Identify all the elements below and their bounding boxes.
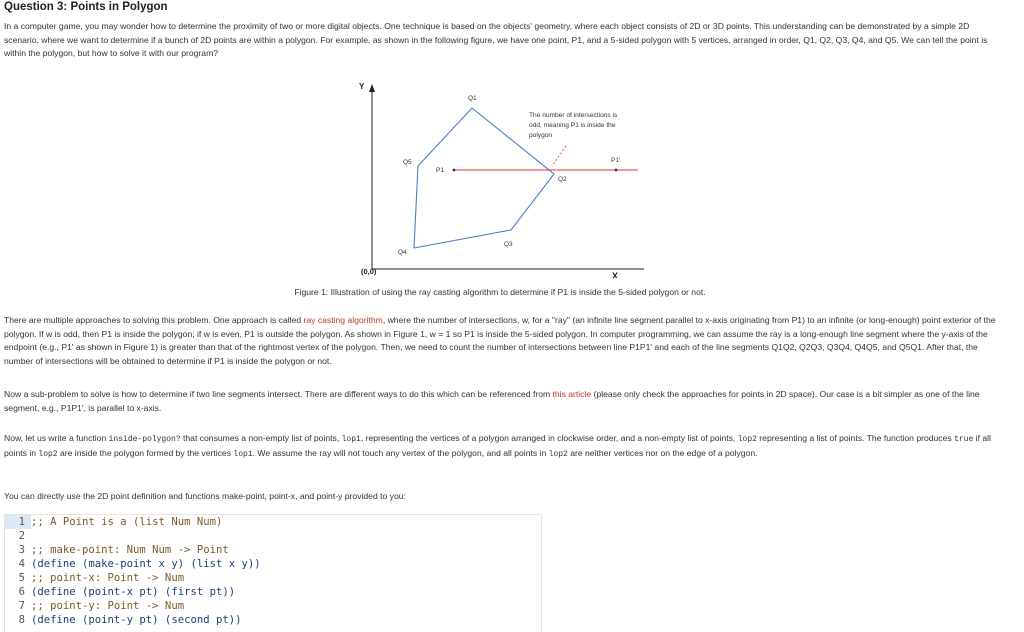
line-number: 8 — [18, 614, 25, 626]
code-line — [5, 613, 541, 627]
code-text: ;; point-y: Point -> Num — [31, 600, 185, 612]
origin-label: (0,0) — [361, 267, 377, 276]
para3-text-a: Now a sub-problem to solve is how to determine if two line segments intersect. There are different ways to do this which can be referenced from — [4, 389, 553, 399]
ray-casting-paragraph — [4, 314, 1004, 368]
lop2-code: lop2 — [737, 435, 757, 444]
provided-functions-paragraph: You can directly use the 2D point definition and functions make-point, point-x, and point-y provided to you: — [4, 491, 406, 501]
p1-prime-label: P1' — [611, 157, 621, 164]
line-number: 3 — [18, 544, 25, 556]
code-line — [5, 543, 541, 557]
para4-text-d: representing a list of points. The function produces — [756, 433, 955, 443]
sub-problem-paragraph — [4, 388, 1004, 415]
para4-text-b: that consumes a non-empty list of points, — [180, 433, 342, 443]
figure-caption: Figure 1: Illustration of using the ray casting algorithm to determine if P1 is inside the 5-sided polygon or not. — [294, 287, 706, 297]
annotation-line-2: odd, meaning P1 is inside the — [529, 122, 616, 129]
line-number: 6 — [18, 586, 25, 598]
intro-paragraph: In a computer game, you may wonder how to determine the proximity of two or more digital objects. One technique is based on the objects' geometry, where each object consists of 2D or 3D points. This understanding can be demonstrated by a simple 2D scenario, where we want to determine if a bunch of 2D points are within a polygon. For example, as shown in the following figure, we have one point, P1, and a 5-sided polygon with 5 vertices, arranged in order, Q1, Q2, Q3, Q4, and Q5. We can tell the point is within the polygon, but how to solve it with our program? — [4, 21, 988, 59]
code-line — [5, 529, 541, 543]
q1-label: Q1 — [468, 95, 477, 102]
ray-casting-figure — [348, 80, 648, 278]
code-line — [5, 515, 541, 529]
ray-casting-link[interactable]: ray casting algorithm — [303, 315, 383, 325]
q4-label: Q4 — [398, 249, 407, 256]
line-number: 1 — [5, 515, 31, 529]
p1-label: P1 — [436, 167, 444, 174]
code-text: ;; A Point is a (list Num Num) — [31, 516, 223, 528]
x-axis-label: X — [612, 271, 619, 278]
para4-text-f: are inside the polygon formed by the vertices — [57, 447, 234, 458]
annotation-line-3: polygon — [529, 132, 553, 139]
lop1-code: lop1 — [341, 435, 361, 444]
pentagon-polygon — [414, 108, 554, 248]
code-line — [5, 585, 541, 599]
para4-text-e: if all points in — [4, 433, 991, 458]
code-line — [5, 599, 541, 613]
para2-text-a: There are multiple approaches to solving this problem. One approach is called — [4, 315, 304, 325]
code-text: ;; point-x: Point -> Num — [31, 572, 185, 584]
q3-label: Q3 — [504, 241, 513, 248]
p1-prime-point — [615, 169, 618, 172]
inside-polygon-code: inside-polygon? — [108, 435, 181, 444]
question-heading: Question 3: Points in Polygon — [4, 1, 168, 13]
q5-label: Q5 — [403, 159, 412, 166]
code-text: ;; make-point: Num Num -> Point — [31, 544, 229, 556]
para4-text-c: , representing the vertices of a polygon arranged in clockwise order, and a non-empty list of points, — [360, 433, 738, 443]
annotation-line-1: The number of intersections is — [529, 112, 618, 119]
article-link[interactable]: this article — [552, 389, 592, 399]
y-axis-arrow — [369, 84, 375, 92]
line-number: 4 — [18, 558, 25, 570]
code-line — [5, 557, 541, 571]
para4-text-h: are neither vertices nor on the edge of a polygon. — [567, 447, 758, 458]
line-number: 5 — [18, 572, 25, 584]
q2-label: Q2 — [558, 176, 567, 183]
true-code: true — [954, 435, 974, 444]
code-text: (define (point-y pt) (second pt)) — [31, 614, 242, 626]
code-editor[interactable] — [4, 514, 542, 632]
code-text: (define (point-x pt) (first pt)) — [31, 586, 236, 598]
code-line — [5, 571, 541, 585]
annotation-pointer — [552, 146, 566, 166]
lop1-code-2: lop1 — [233, 449, 253, 459]
line-number: 2 — [18, 530, 25, 542]
lop2-code-2: lop2 — [38, 449, 58, 459]
y-axis-label: Y — [359, 82, 365, 91]
para3-text-b: (please only check the approaches for points in 2D space). Our case is a bit simpler as one of the line segment, e.g., P1P1', is parallel to x-axis. — [4, 389, 980, 413]
code-text: (define (make-point x y) (list x y)) — [31, 558, 261, 570]
para2-text-b: , where the number of intersections, w, for a "ray" (an infinite line segment parallel to x-axis originating from P1) to an infinite (or long-enough) point exterior of the polygon. If w is odd, then P1 is inside the polygon; if w is even, P1 is outside the polygon. As shown in Figure 1, w = 1 so P1 is inside the 5-sided polygon. In computer programming, we can assume the ray is a long-enough line segment where the y-axis of the endpoint (e.g., P1' as shown in Figure 1) is greater than that of the rightmost vertex of the polygon. Then, we need to count the number of intersections between line P1P1' and each of the line segments Q1Q2, Q2Q3, Q3Q4, Q4Q5, and Q5Q1. After that, the number of intersections will be obtained to determine if P1 is inside the polygon or not. — [4, 315, 996, 366]
para4-text-g: . We assume the ray will not touch any vertex of the polygon, and all points in — [252, 447, 549, 458]
p1-point — [453, 169, 456, 172]
para4-text-a: Now, let us write a function — [4, 433, 109, 443]
line-number: 7 — [18, 600, 25, 612]
lop2-code-3: lop2 — [548, 449, 568, 459]
function-description-paragraph — [4, 432, 1004, 461]
